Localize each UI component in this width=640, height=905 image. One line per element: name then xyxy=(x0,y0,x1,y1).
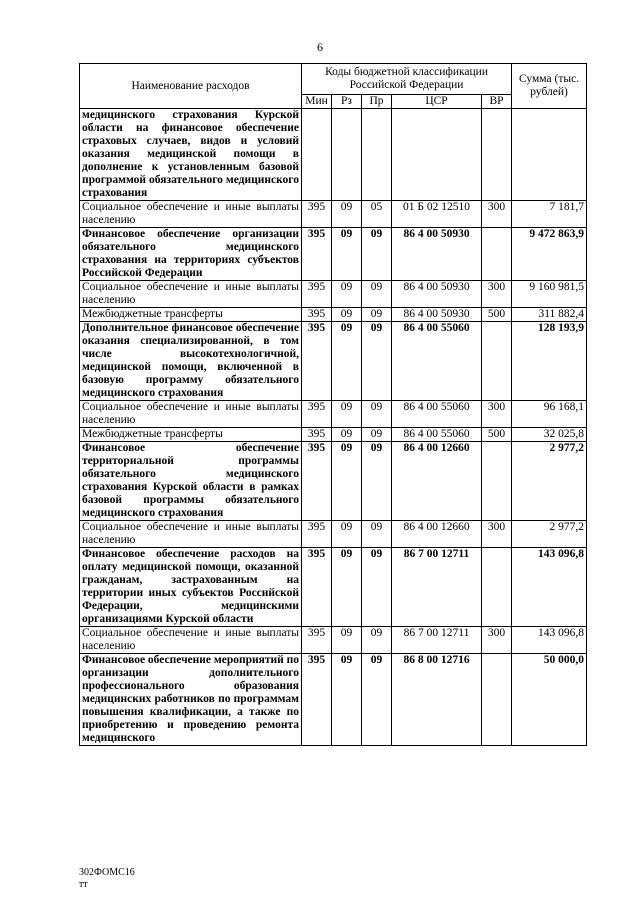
cell-vr: 300 xyxy=(482,521,512,548)
cell-pr: 09 xyxy=(362,654,392,746)
cell-sum: 2 977,2 xyxy=(512,442,587,521)
cell-vr: 500 xyxy=(482,428,512,442)
table-row xyxy=(80,627,587,654)
cell-pr: 09 xyxy=(362,322,392,401)
cell-min: 395 xyxy=(302,228,332,281)
cell-min: 395 xyxy=(302,401,332,428)
cell-rz: 09 xyxy=(332,521,362,548)
cell-vr xyxy=(482,322,512,401)
cell-rz: 09 xyxy=(332,322,362,401)
cell-sum: 9 160 981,5 xyxy=(512,281,587,308)
page-number: 6 xyxy=(317,40,323,54)
header-csr: ЦСР xyxy=(392,95,482,109)
cell-name: Социальное обеспечение и иные выплаты населению xyxy=(80,201,302,228)
cell-sum: 128 193,9 xyxy=(512,322,587,401)
cell-name: Межбюджетные трансферты xyxy=(80,428,302,442)
table-row xyxy=(80,401,587,428)
table-row xyxy=(80,308,587,322)
table-row xyxy=(80,521,587,548)
cell-sum: 2 977,2 xyxy=(512,521,587,548)
cell-min: 395 xyxy=(302,627,332,654)
cell-pr: 09 xyxy=(362,627,392,654)
cell-sum: 143 096,8 xyxy=(512,548,587,627)
cell-rz: 09 xyxy=(332,228,362,281)
cell-rz: 09 xyxy=(332,442,362,521)
cell-vr: 500 xyxy=(482,308,512,322)
cell-min: 395 xyxy=(302,322,332,401)
cell-sum: 311 882,4 xyxy=(512,308,587,322)
cell-min: 395 xyxy=(302,548,332,627)
cell-pr xyxy=(362,109,392,201)
cell-vr xyxy=(482,442,512,521)
cell-min: 395 xyxy=(302,428,332,442)
cell-vr: 300 xyxy=(482,281,512,308)
header-vr: ВР xyxy=(482,95,512,109)
cell-name: Финансовое обеспечение мероприятий по организации дополнительного профессионального образования медицинских работников по программам повышения квалификации, а также по приобретению и проведению ремонта медицинского xyxy=(80,654,302,746)
table-row xyxy=(80,428,587,442)
footer-code: 302ФОМС16 xyxy=(79,867,135,878)
cell-csr: 86 4 00 12660 xyxy=(392,442,482,521)
header-pr: Пр xyxy=(362,95,392,109)
cell-name: Дополнительное финансовое обеспечение оказания специализированной, в том числе высокотехнологичной, медицинской помощи, включенной в базовую программу обязательного медицинского страхования xyxy=(80,322,302,401)
cell-vr xyxy=(482,654,512,746)
cell-name: Финансовое обеспечение организации обязательного медицинского страхования на территориях субъектов Российской Федерации xyxy=(80,228,302,281)
cell-rz: 09 xyxy=(332,627,362,654)
cell-name: Социальное обеспечение и иные выплаты населению xyxy=(80,521,302,548)
cell-sum: 96 168,1 xyxy=(512,401,587,428)
cell-name: медицинского страхования Курской области на финансовое обеспечение страховых случаев, видов и условий оказания медицинской помощи в дополнение к установленным базовой программой обязательного медицинского страхования xyxy=(80,109,302,201)
cell-min: 395 xyxy=(302,654,332,746)
cell-csr xyxy=(392,109,482,201)
cell-vr: 300 xyxy=(482,401,512,428)
budget-table xyxy=(79,63,587,746)
cell-csr: 86 8 00 12716 xyxy=(392,654,482,746)
cell-vr: 300 xyxy=(482,201,512,228)
cell-csr: 86 4 00 50930 xyxy=(392,281,482,308)
cell-pr: 09 xyxy=(362,442,392,521)
cell-rz: 09 xyxy=(332,201,362,228)
cell-pr: 09 xyxy=(362,521,392,548)
cell-rz: 09 xyxy=(332,308,362,322)
cell-pr: 05 xyxy=(362,201,392,228)
cell-vr xyxy=(482,548,512,627)
cell-pr: 09 xyxy=(362,428,392,442)
cell-csr: 86 4 00 55060 xyxy=(392,322,482,401)
table-row xyxy=(80,109,587,201)
cell-min: 395 xyxy=(302,201,332,228)
cell-csr: 86 4 00 50930 xyxy=(392,228,482,281)
cell-rz: 09 xyxy=(332,654,362,746)
cell-pr: 09 xyxy=(362,548,392,627)
cell-min: 395 xyxy=(302,521,332,548)
cell-name: Социальное обеспечение и иные выплаты населению xyxy=(80,281,302,308)
footer xyxy=(79,867,135,891)
table-row xyxy=(80,228,587,281)
cell-pr: 09 xyxy=(362,281,392,308)
table-row xyxy=(80,548,587,627)
cell-csr: 86 4 00 50930 xyxy=(392,308,482,322)
cell-name: Межбюджетные трансферты xyxy=(80,308,302,322)
cell-vr: 300 xyxy=(482,627,512,654)
cell-csr: 01 Б 02 12510 xyxy=(392,201,482,228)
cell-name: Финансовое обеспечение территориальной программы обязательного медицинского страхования Курской области в рамках базовой программы обязательного медицинского страхования xyxy=(80,442,302,521)
header-sum: Сумма (тыс. рублей) xyxy=(512,64,587,109)
cell-min: 395 xyxy=(302,442,332,521)
footer-sub: тт xyxy=(79,879,88,890)
cell-pr: 09 xyxy=(362,401,392,428)
header-min: Мин xyxy=(302,95,332,109)
table-row xyxy=(80,442,587,521)
cell-name: Финансовое обеспечение расходов на оплату медицинской помощи, оказанной гражданам, застрахованным на территории иных субъектов Российской Федерации, медицинскими организациями Курской области xyxy=(80,548,302,627)
cell-csr: 86 4 00 12660 xyxy=(392,521,482,548)
cell-rz: 09 xyxy=(332,548,362,627)
cell-csr: 86 4 00 55060 xyxy=(392,401,482,428)
cell-sum: 32 025,8 xyxy=(512,428,587,442)
cell-rz: 09 xyxy=(332,281,362,308)
cell-vr xyxy=(482,109,512,201)
header-name: Наименование расходов xyxy=(80,64,302,109)
cell-rz xyxy=(332,109,362,201)
header-codes-group: Коды бюджетной классификации Российской Федерации xyxy=(302,64,512,95)
cell-pr: 09 xyxy=(362,228,392,281)
cell-vr xyxy=(482,228,512,281)
table-row xyxy=(80,322,587,401)
cell-name: Социальное обеспечение и иные выплаты населению xyxy=(80,401,302,428)
cell-sum: 50 000,0 xyxy=(512,654,587,746)
cell-csr: 86 4 00 55060 xyxy=(392,428,482,442)
cell-pr: 09 xyxy=(362,308,392,322)
cell-rz: 09 xyxy=(332,428,362,442)
cell-sum xyxy=(512,109,587,201)
table-row xyxy=(80,654,587,746)
cell-min: 395 xyxy=(302,308,332,322)
header-rz: Рз xyxy=(332,95,362,109)
cell-name: Социальное обеспечение и иные выплаты населению xyxy=(80,627,302,654)
cell-sum: 7 181,7 xyxy=(512,201,587,228)
cell-csr: 86 7 00 12711 xyxy=(392,548,482,627)
cell-min: 395 xyxy=(302,281,332,308)
table-row xyxy=(80,201,587,228)
cell-csr: 86 7 00 12711 xyxy=(392,627,482,654)
cell-sum: 9 472 863,9 xyxy=(512,228,587,281)
cell-rz: 09 xyxy=(332,401,362,428)
table-body xyxy=(80,109,587,746)
table-row xyxy=(80,281,587,308)
cell-sum: 143 096,8 xyxy=(512,627,587,654)
cell-min xyxy=(302,109,332,201)
